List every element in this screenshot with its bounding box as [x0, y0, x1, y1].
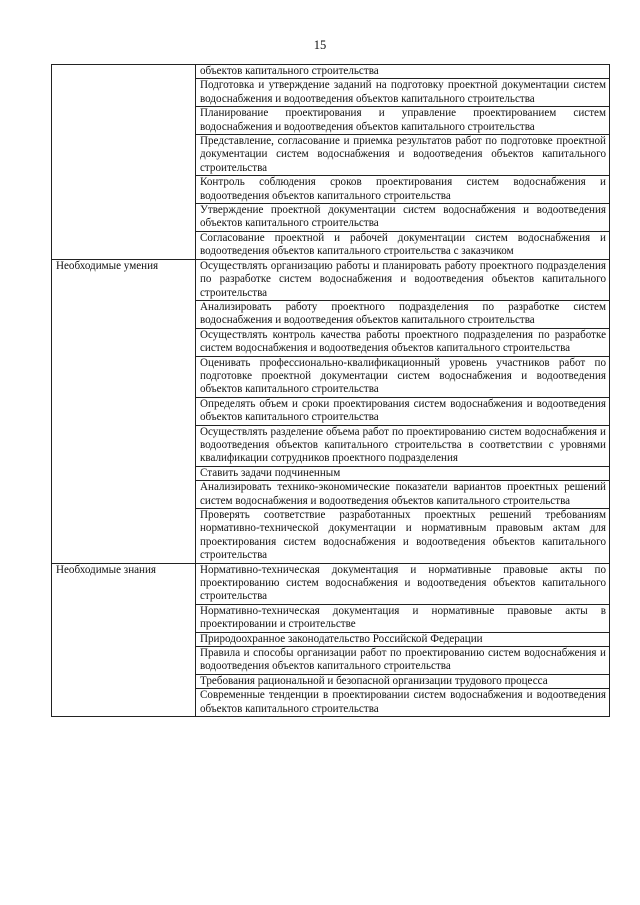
table-cell-text: Оценивать профессионально-квалификационный уровень участников работ по подготовке проектной документации систем водоснабжения и водоотведения объектов капитального строительства — [196, 356, 610, 397]
table-row — [52, 259, 610, 300]
table-cell-text: Осуществлять организацию работы и планировать работу проектного подразделения по разработке систем водоснабжения и водоотведения объектов капитального строительства — [196, 259, 610, 300]
table-cell-text: Подготовка и утверждение заданий на подготовку проектной документации систем водоснабжения и водоотведения объектов капитального строительства — [196, 79, 610, 107]
table-cell-text: объектов капитального строительства — [196, 65, 610, 79]
table-cell-text: Согласование проектной и рабочей документации систем водоснабжения и водоотведения объектов капитального строительства с заказчиком — [196, 231, 610, 259]
table-cell-text: Планирование проектирования и управление проектированием систем водоснабжения и водоотведения объектов капитального строительства — [196, 107, 610, 135]
table-cell-text: Утверждение проектной документации систем водоснабжения и водоотведения объектов капитального строительства — [196, 204, 610, 232]
table-cell-text: Проверять соответствие разработанных проектных решений требованиям нормативно-технической документации и нормативным правовым актам для проектирования систем водоснабжения и водоотведения объектов капитального строительства — [196, 509, 610, 564]
table-cell-text: Анализировать технико-экономические показатели вариантов проектных решений систем водоснабжения и водоотведения объектов капитального строительства — [196, 481, 610, 509]
table-cell-text: Осуществлять контроль качества работы проектного подразделения по разработке систем водоснабжения и водоотведения объектов капитального строительства — [196, 328, 610, 356]
page-number: 15 — [313, 38, 327, 52]
row-group-label: Необходимые умения — [52, 259, 196, 563]
table-cell-text: Правила и способы организации работ по проектированию систем водоснабжения и водоотведения объектов капитального строительства — [196, 647, 610, 675]
table-cell-text: Определять объем и сроки проектирования систем водоснабжения и водоотведения объектов капитального строительства — [196, 397, 610, 425]
table-row — [52, 65, 610, 79]
table-cell-text: Представление, согласование и приемка результатов работ по подготовке проектной документации систем водоснабжения и водоотведения объектов капитального строительства — [196, 135, 610, 176]
row-group-label — [52, 65, 196, 260]
table-cell-text: Нормативно-техническая документация и нормативные правовые акты в проектировании и строительстве — [196, 604, 610, 632]
table-cell-text: Требования рациональной и безопасной организации трудового процесса — [196, 674, 610, 688]
table-cell-text: Нормативно-техническая документация и нормативные правовые акты по проектированию систем водоснабжения и водоотведения объектов капитального строительства — [196, 563, 610, 604]
table-cell-text: Анализировать работу проектного подразделения по разработке систем водоснабжения и водоотведения объектов капитального строительства — [196, 300, 610, 328]
table-cell-text: Ставить задачи подчиненным — [196, 466, 610, 480]
table-row — [52, 563, 610, 604]
requirements-table — [51, 64, 610, 717]
table-cell-text: Осуществлять разделение объема работ по проектированию систем водоснабжения и водоотведения объектов капитального строительства в соответствии с уровнями квалификации сотрудников проектного подразделения — [196, 425, 610, 466]
table-cell-text: Контроль соблюдения сроков проектирования систем водоснабжения и водоотведения объектов капитального строительства — [196, 176, 610, 204]
row-group-label: Необходимые знания — [52, 563, 196, 716]
table-cell-text: Природоохранное законодательство Российской Федерации — [196, 632, 610, 646]
table-cell-text: Современные тенденции в проектировании систем водоснабжения и водоотведения объектов капитального строительства — [196, 689, 610, 717]
